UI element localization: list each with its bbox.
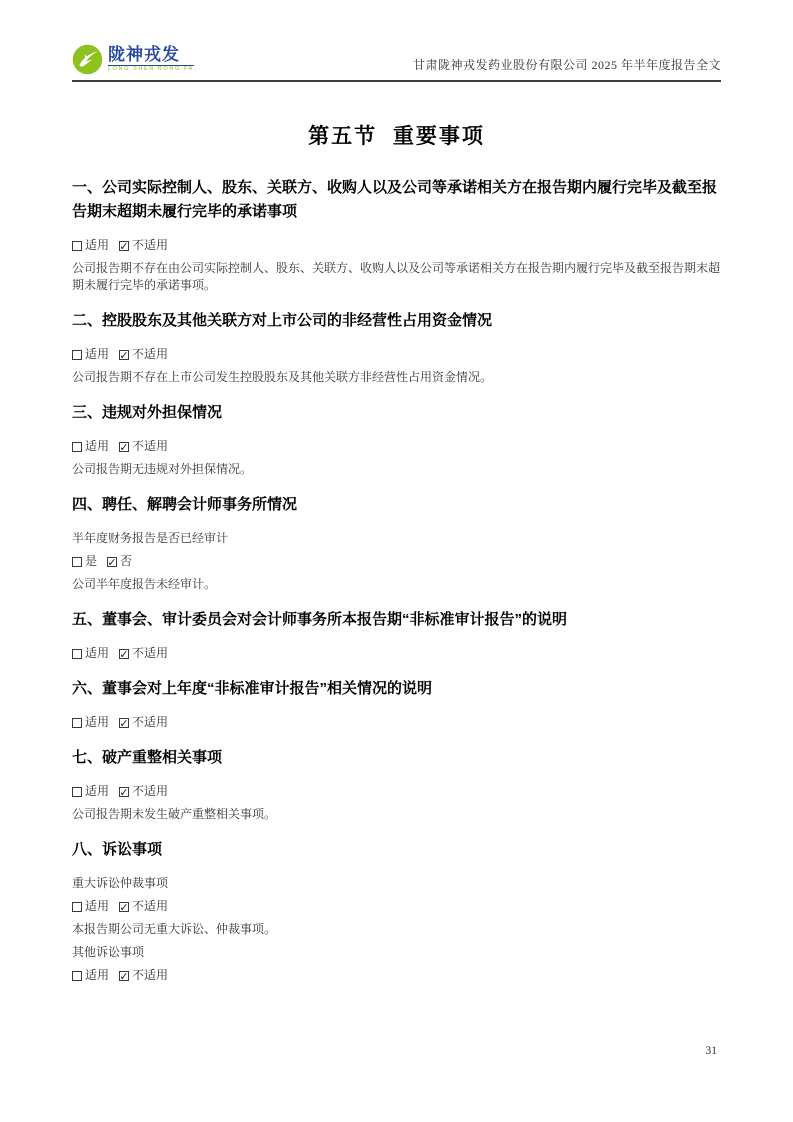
checkbox-row bbox=[72, 438, 721, 455]
checkbox-label: 适用 bbox=[85, 439, 110, 453]
unchecked-box-icon bbox=[72, 902, 82, 912]
checkbox-option-checked bbox=[119, 645, 168, 662]
checkbox-option-unchecked bbox=[72, 783, 109, 800]
section-heading: 八、诉讼事项 bbox=[72, 841, 163, 858]
checkbox-label: 不适用 bbox=[132, 899, 169, 913]
checkbox-row bbox=[72, 714, 721, 731]
unchecked-box-icon bbox=[72, 971, 82, 981]
checkbox-label: 否 bbox=[120, 554, 133, 568]
checkbox-option-checked bbox=[119, 714, 168, 731]
brand-name-cn: 陇神戎发 bbox=[108, 45, 180, 65]
unchecked-box-icon bbox=[72, 649, 82, 659]
body-paragraph: 公司报告期不存在上市公司发生控股股东及其他关联方非经营性占用资金情况。 bbox=[72, 370, 493, 384]
checkbox-label: 适用 bbox=[85, 646, 110, 660]
page-title: 第五节 重要事项 bbox=[308, 125, 485, 148]
section-heading: 七、破产重整相关事项 bbox=[72, 749, 223, 766]
checkbox-label: 不适用 bbox=[132, 347, 169, 361]
checkbox-label: 不适用 bbox=[132, 646, 169, 660]
section-heading: 四、聘任、解聘会计师事务所情况 bbox=[72, 496, 298, 513]
checkbox-option-checked bbox=[119, 967, 168, 984]
checkbox-row bbox=[72, 553, 721, 570]
checkbox-option-checked bbox=[119, 237, 168, 254]
checked-box-icon: ✓ bbox=[119, 239, 129, 253]
checkbox-option-checked bbox=[119, 346, 168, 363]
sections-container bbox=[72, 176, 721, 984]
checked-box-icon: ✓ bbox=[119, 348, 129, 362]
section-heading: 三、违规对外担保情况 bbox=[72, 404, 223, 421]
checkbox-label: 不适用 bbox=[132, 784, 169, 798]
checkbox-label: 不适用 bbox=[132, 439, 169, 453]
body-paragraph: 重大诉讼仲裁事项 bbox=[72, 876, 169, 890]
unchecked-box-icon bbox=[72, 718, 82, 728]
checkbox-label: 是 bbox=[85, 554, 98, 568]
checkbox-row bbox=[72, 783, 721, 800]
checked-box-icon: ✓ bbox=[119, 785, 129, 799]
checkbox-option-unchecked bbox=[72, 898, 109, 915]
checkbox-option-unchecked bbox=[72, 553, 97, 570]
checkbox-row bbox=[72, 645, 721, 662]
checkbox-label: 适用 bbox=[85, 784, 110, 798]
checked-box-icon: ✓ bbox=[107, 555, 117, 569]
body-paragraph: 公司报告期无违规对外担保情况。 bbox=[72, 462, 253, 476]
checkbox-option-checked bbox=[107, 553, 132, 570]
checkbox-label: 不适用 bbox=[132, 238, 169, 252]
checked-box-icon: ✓ bbox=[119, 900, 129, 914]
checkbox-row bbox=[72, 346, 721, 363]
company-logo bbox=[72, 44, 194, 75]
report-section bbox=[72, 401, 721, 478]
checkbox-label: 不适用 bbox=[132, 968, 169, 982]
checkbox-option-unchecked bbox=[72, 645, 109, 662]
checkbox-label: 适用 bbox=[85, 899, 110, 913]
report-section bbox=[72, 746, 721, 823]
section-heading: 六、董事会对上年度“非标准审计报告”相关情况的说明 bbox=[72, 680, 433, 697]
checked-box-icon: ✓ bbox=[119, 440, 129, 454]
logo-icon bbox=[72, 44, 103, 75]
unchecked-box-icon bbox=[72, 241, 82, 251]
checkbox-option-checked bbox=[119, 898, 168, 915]
checkbox-option-unchecked bbox=[72, 438, 109, 455]
checkbox-option-unchecked bbox=[72, 967, 109, 984]
checked-box-icon: ✓ bbox=[119, 716, 129, 730]
report-section bbox=[72, 493, 721, 593]
checkbox-label: 适用 bbox=[85, 238, 110, 252]
checkbox-label: 适用 bbox=[85, 347, 110, 361]
body-paragraph: 其他诉讼事项 bbox=[72, 945, 145, 959]
checked-box-icon: ✓ bbox=[119, 969, 129, 983]
page-header bbox=[72, 0, 721, 82]
checkbox-row bbox=[72, 237, 721, 254]
report-section bbox=[72, 608, 721, 662]
body-paragraph: 公司报告期未发生破产重整相关事项。 bbox=[72, 807, 277, 821]
checkbox-option-unchecked bbox=[72, 714, 109, 731]
checkbox-label: 适用 bbox=[85, 715, 110, 729]
report-section bbox=[72, 309, 721, 386]
unchecked-box-icon bbox=[72, 787, 82, 797]
report-section bbox=[72, 838, 721, 984]
report-section bbox=[72, 176, 721, 294]
section-heading: 五、董事会、审计委员会对会计师事务所本报告期“非标准审计报告”的说明 bbox=[72, 611, 568, 628]
checkbox-option-checked bbox=[119, 438, 168, 455]
unchecked-box-icon bbox=[72, 350, 82, 360]
checkbox-label: 适用 bbox=[85, 968, 110, 982]
checkbox-option-checked bbox=[119, 783, 168, 800]
logo-text bbox=[108, 46, 194, 73]
checkbox-label: 不适用 bbox=[132, 715, 169, 729]
body-paragraph: 公司报告期不存在由公司实际控制人、股东、关联方、收购人以及公司等承诺相关方在报告期内履行完毕及截至报告期末超期未履行完毕的承诺事项。 bbox=[72, 261, 721, 292]
unchecked-box-icon bbox=[72, 557, 82, 567]
checkbox-option-unchecked bbox=[72, 237, 109, 254]
checkbox-option-unchecked bbox=[72, 346, 109, 363]
brand-name-en: LONG SHEN RONG FA bbox=[108, 66, 194, 73]
report-section bbox=[72, 677, 721, 731]
checked-box-icon: ✓ bbox=[119, 647, 129, 661]
page-number: 31 bbox=[705, 1045, 717, 1057]
body-paragraph: 本报告期公司无重大诉讼、仲裁事项。 bbox=[72, 922, 277, 936]
body-paragraph: 半年度财务报告是否已经审计 bbox=[72, 531, 229, 545]
unchecked-box-icon bbox=[72, 442, 82, 452]
body-paragraph: 公司半年度报告未经审计。 bbox=[72, 577, 217, 591]
checkbox-row bbox=[72, 967, 721, 984]
checkbox-row bbox=[72, 898, 721, 915]
section-heading: 一、公司实际控制人、股东、关联方、收购人以及公司等承诺相关方在报告期内履行完毕及截至报告期末超期未履行完毕的承诺事项 bbox=[72, 179, 718, 220]
document-title: 甘肃陇神戎发药业股份有限公司 2025 年半年度报告全文 bbox=[412, 58, 721, 72]
section-heading: 二、控股股东及其他关联方对上市公司的非经营性占用资金情况 bbox=[72, 312, 493, 329]
